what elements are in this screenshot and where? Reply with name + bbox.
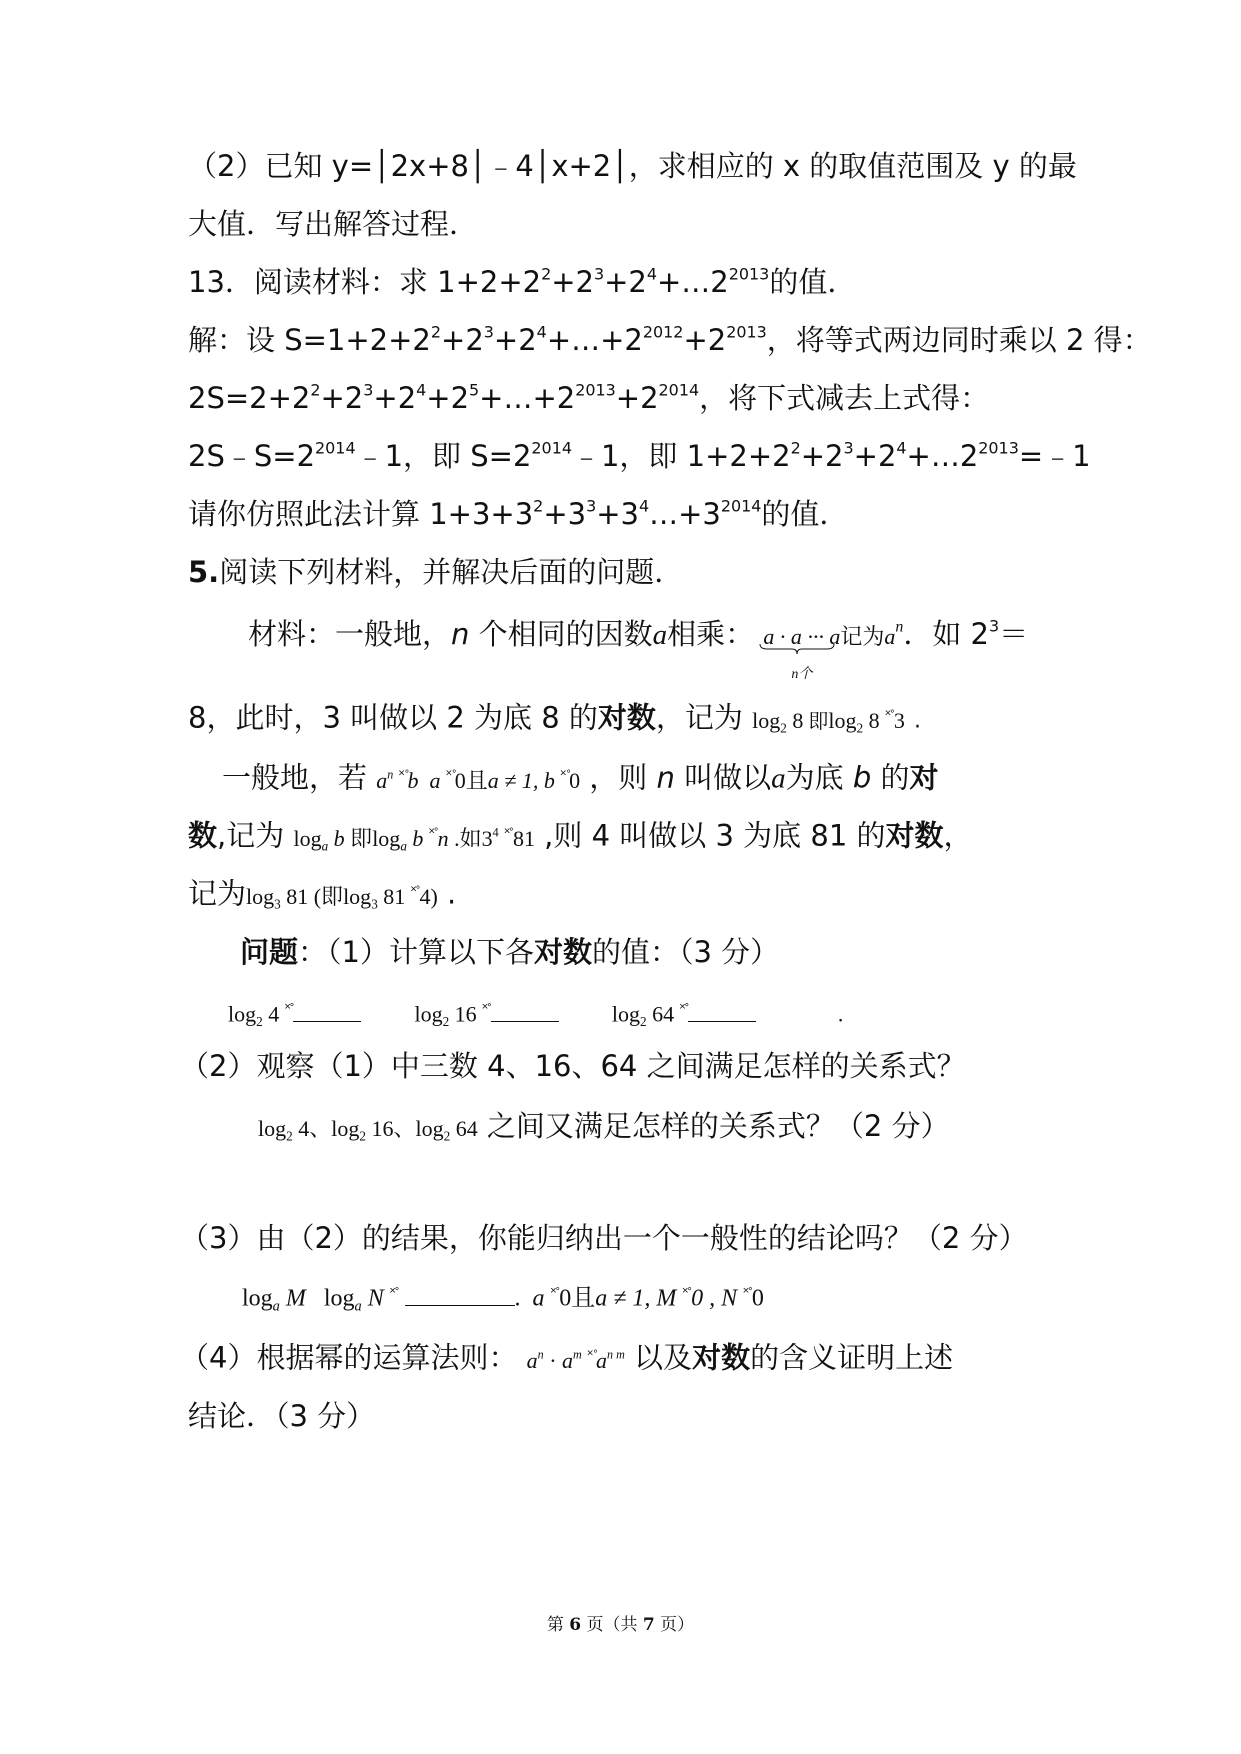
question-2-line1: （2）观察（1）中三数 4、16、64 之间满足怎样的关系式？ bbox=[180, 1049, 966, 1083]
underbrace bbox=[759, 643, 835, 655]
material-line5: 记为$\log_3 81$ (即$\log_3 81$ ˟˚4) . bbox=[188, 876, 457, 912]
page-footer: 第 6 页（共 7 页） bbox=[546, 1615, 695, 1635]
problem-13-line3: $2S=2+2^2+2^3+2^4+2^5+\dots+2^{2013}+2^{2014}$，将下式减去上式得： bbox=[188, 380, 990, 415]
answer-blank-4[interactable] bbox=[405, 1279, 515, 1306]
material-line2: 8，此时，3 叫做以 2 为底 8 的对数，记为 $\log_2 8$ 即$\log_2 8$ ˟˚3 . bbox=[188, 700, 922, 736]
answer-blank-2[interactable] bbox=[491, 995, 559, 1022]
answer-blank-3[interactable] bbox=[688, 995, 756, 1022]
underbrace-expression: a · a ··· a n个 bbox=[763, 617, 840, 657]
material-line4: 数,记为 $\log_a b$ 即$\log_a b$ ˟˚n .如$3^4$ ˟˚81 ,则 4 叫做以 3 为底 81 的对数， bbox=[188, 818, 973, 854]
problem-5-title: 5.阅读下列材料，并解决后面的问题． bbox=[188, 555, 684, 589]
equals-glyph: ˟˚ bbox=[885, 708, 894, 724]
problem-13-line5: 请你仿照此法计算 $1+3+3^2+3^3+3^4\dots+3^{2014}$的值． bbox=[188, 496, 849, 531]
question-4-line1: （4）根据幂的运算法则： $a^n \cdot a^m$ $^{˟˚}a^{n m}$ 以及对数的含义证明上述 bbox=[180, 1340, 954, 1375]
question-1: 问题：（1）计算以下各对数的值：（3 分） bbox=[240, 935, 780, 969]
problem-12-2-line1: （2）已知 y=│2x+8│﹣4│x+2│，求相应的 x 的取值范围及 y 的最 bbox=[188, 149, 1077, 183]
problem-12-2-line2: 大值．写出解答过程． bbox=[188, 207, 479, 241]
question-3-formula: $\log_a M$ $\log_a N$ ˟˚ . a ˟˚0且a ≠ 1, M ˟˚0 , N ˟˚0 bbox=[242, 1274, 764, 1319]
answer-blank-1[interactable] bbox=[293, 995, 361, 1022]
question-1-blanks: $\log_2 4$ ˟˚ $\log_2 16$ ˟˚ $\log_2 64$ ˟˚ . bbox=[228, 990, 843, 1035]
material-line1: 材料：一般地，n 个相同的因数a相乘： a · a ··· a n个 记为$a^n$．如 $2^3=$ bbox=[248, 616, 1029, 682]
question-2-line2: $\log_2 4$、$\log_2 16$、$\log_2 64$ 之间又满足怎样的关系式？（2 分） bbox=[258, 1109, 950, 1144]
question-3-line1: （3）由（2）的结果，你能归纳出一个一般性的结论吗？（2 分） bbox=[180, 1221, 1028, 1255]
material-line3: 一般地，若 $a^n$ ˟˚b a ˟˚0且a ≠ 1, b ˟˚0 ，则 n 叫做以a为底 b 的对 bbox=[222, 760, 939, 795]
problem-13-line4: $2S﹣S=2^{2014}﹣1$，即 $S=2^{2014}﹣1$，即 $1+2+2^2+2^3+2^4+\dots 2^{2013}=﹣1$ bbox=[188, 438, 1091, 473]
question-4-line2: 结论．（3 分） bbox=[188, 1399, 376, 1433]
problem-13-line1: 13．阅读材料：求 $1+2+2^2+2^3+2^4+\dots 2^{2013}$的值． bbox=[188, 264, 857, 299]
problem-13-line2: 解：设 $S=1+2+2^2+2^3+2^4+\dots+2^{2012}+2^{2013}$，将等式两边同时乘以 2 得： bbox=[188, 322, 1152, 357]
